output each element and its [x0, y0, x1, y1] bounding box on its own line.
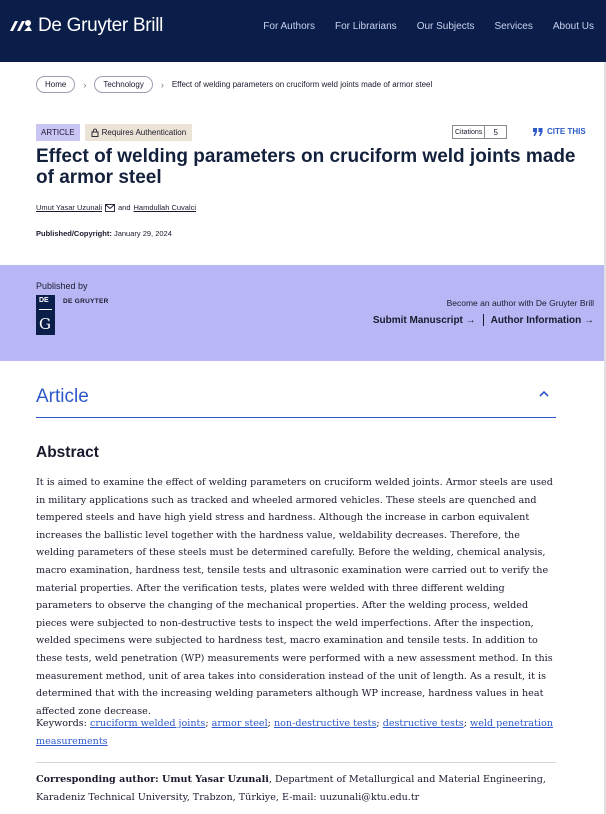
article-title: Effect of welding parameters on cruciform weld joints made of armor steel	[36, 146, 576, 188]
arrow-right-icon: →	[584, 314, 594, 326]
article-section-title: Article	[36, 386, 89, 407]
arrow-right-icon: →	[465, 314, 476, 326]
citations-counter[interactable]	[452, 125, 507, 139]
author-links	[373, 314, 594, 326]
brand-logo-icon	[9, 18, 33, 34]
abstract-heading: Abstract	[36, 444, 99, 461]
author-link-cuvalci[interactable]: Hamdullah Cuvalci	[133, 203, 197, 212]
citations-label: Citations	[452, 125, 485, 139]
requires-auth-badge	[85, 124, 193, 141]
article-section-header[interactable]	[36, 386, 556, 418]
published-by-label: Published by	[36, 281, 88, 291]
link-divider	[483, 314, 484, 326]
requires-auth-label: Requires Authentication	[101, 128, 187, 137]
submit-manuscript-link[interactable]	[373, 315, 476, 326]
breadcrumb-current: Effect of welding parameters on cruciform weld joints made of armor steel	[171, 80, 433, 89]
article-badges	[36, 124, 192, 141]
breadcrumb	[36, 76, 432, 93]
logo-divider	[39, 309, 52, 310]
breadcrumb-chevron-icon: ›	[160, 79, 164, 90]
de-gruyter-logo[interactable]	[36, 295, 55, 335]
quote-icon	[533, 128, 543, 136]
publisher-band	[0, 265, 604, 361]
cite-this-label: CITE THIS	[547, 127, 586, 136]
breadcrumb-home[interactable]: Home	[36, 76, 75, 93]
brand-name: De Gruyter Brill	[38, 15, 164, 36]
main-nav	[263, 21, 594, 32]
keyword-link[interactable]: armor steel	[211, 718, 268, 729]
chevron-up-icon[interactable]	[538, 390, 550, 398]
nav-about-us[interactable]: About Us	[552, 21, 594, 32]
author-link-uzunali[interactable]: Umut Yasar Uzunali	[36, 203, 102, 212]
cite-this-button[interactable]	[533, 127, 586, 136]
publisher-name: DE GRUYTER	[63, 298, 109, 305]
corresponding-author-label: Corresponding author: Umut Yasar Uzunali	[36, 774, 269, 785]
author-information-link[interactable]	[491, 315, 594, 326]
section-divider	[36, 762, 556, 763]
breadcrumb-technology[interactable]: Technology	[94, 76, 152, 93]
publisher-logo-text: DE	[39, 297, 49, 304]
keywords: Keywords: cruciform welded joints; armor steel; non-destructive tests; destructive tests; weld penetration measurements	[36, 718, 553, 747]
keyword-link[interactable]: non-destructive tests	[273, 718, 377, 729]
author-conjunction: and	[118, 203, 131, 212]
nav-for-librarians[interactable]: For Librarians	[334, 21, 397, 32]
keyword-link[interactable]: destructive tests	[382, 718, 464, 729]
brand-logo[interactable]	[9, 14, 163, 38]
lock-icon	[91, 128, 99, 137]
nav-our-subjects[interactable]: Our Subjects	[416, 21, 475, 32]
breadcrumb-chevron-icon: ›	[83, 79, 87, 90]
keywords-label: Keywords:	[36, 718, 87, 729]
corresponding-author-details: , Department of Metallurgical and Material Engineering, Karadeniz Technical University, Trabzon, Türkiye, E-mail: uuzunali@ktu.edu.tr	[36, 774, 546, 803]
publisher-logo-letter: G	[39, 315, 51, 333]
nav-services[interactable]: Services	[494, 21, 533, 32]
article-type-badge: ARTICLE	[36, 124, 80, 141]
citations-count: 5	[485, 125, 507, 139]
abstract-text: It is aimed to examine the effect of welding parameters on cruciform welded joints. Armor steels are used in military applications such as tracked and wheeled armored vehicles. These steels are quenched and tempered steels and have high yield stress and hardness. Although the increase in carbon equivalent increases the ballistic level together with the hardness value, weldability decreases. Therefore, the welding parameters of these steels must be determined carefully. Before the welding, chemical analysis, macro examination, hardness test, tensile tests and ultrasonic examination were carried out to verify the material properties. After the verification tests, plates were welded with three different welding parameters to observe the changing of the mechanical properties. After the welding process, welded pieces were subjected to non-destructive tests to inspect the weld imperfections. After the inspection, welded specimens were subjected to hardness test, macro examination and tensile tests. In addition to these tests, weld penetration (WP) measurements were performed with a new assessment method. In this measurement method, unit of area takes into consideration instead of the unit of length. As a result, it is determined that with the increasing welding parameters although WP increase, hardness values in heat affected zone decrease.	[36, 477, 553, 717]
author-list	[36, 203, 196, 212]
nav-for-authors[interactable]: For Authors	[263, 21, 315, 32]
corresponding-author	[36, 771, 558, 806]
keyword-link[interactable]: weld penetration measurements	[36, 718, 553, 747]
become-author-text: Become an author with De Gruyter Brill	[446, 298, 594, 308]
publication-date	[36, 229, 172, 238]
envelope-icon[interactable]	[105, 204, 115, 212]
author-information-label: Author Information	[490, 314, 582, 326]
submit-manuscript-label: Submit Manuscript	[372, 314, 463, 326]
top-navigation-bar	[0, 0, 606, 62]
publication-date-label: Published/Copyright:	[36, 229, 112, 238]
keyword-link[interactable]: cruciform welded joints	[89, 718, 206, 729]
publication-date-value: January 29, 2024	[113, 229, 172, 238]
